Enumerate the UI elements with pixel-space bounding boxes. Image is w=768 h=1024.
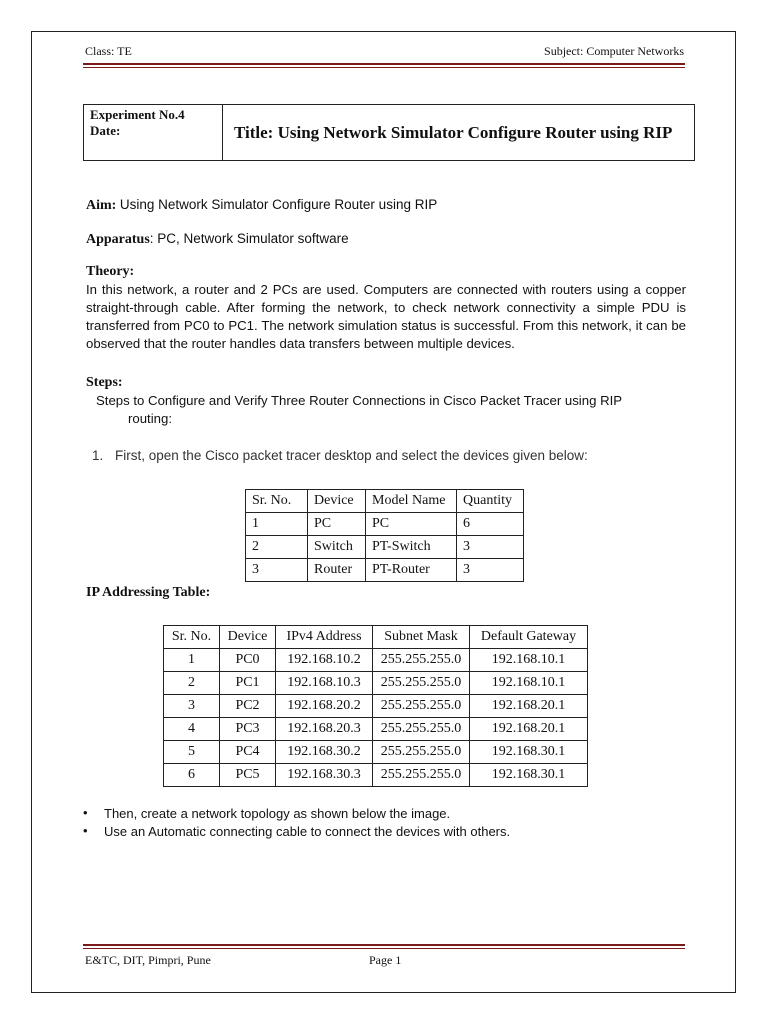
column-header: IPv4 Address: [276, 626, 373, 649]
table-cell: 3: [457, 559, 524, 582]
step-1-number: 1.: [92, 448, 104, 463]
table-row: [164, 649, 588, 672]
table-cell: Switch: [308, 536, 366, 559]
aim-label: Aim:: [86, 198, 117, 213]
footer-page-number: Page 1: [369, 953, 402, 967]
table-cell: 255.255.255.0: [373, 764, 470, 787]
table-row: [164, 718, 588, 741]
experiment-meta: [84, 105, 223, 160]
steps-heading: Steps:: [86, 375, 123, 390]
footer-institute: E&TC, DIT, Pimpri, Pune: [85, 953, 211, 967]
table-cell: PC: [308, 513, 366, 536]
aim-line: [86, 197, 686, 214]
column-header: Device: [220, 626, 276, 649]
table-cell: 255.255.255.0: [373, 741, 470, 764]
table-cell: 192.168.10.1: [470, 672, 588, 695]
table-header-row: [246, 490, 524, 513]
steps-intro: [96, 392, 696, 428]
ip-table-title: IP Addressing Table:: [86, 585, 211, 600]
column-header: Device: [308, 490, 366, 513]
apparatus-line: [86, 231, 686, 248]
table-row: [246, 536, 524, 559]
header-class: Class: TE: [85, 44, 132, 58]
table-cell: 2: [164, 672, 220, 695]
table-header-row: [164, 626, 588, 649]
list-item: • Use an Automatic connecting cable to connect the devices with others.: [83, 824, 510, 842]
apparatus-text: : PC, Network Simulator software: [149, 231, 349, 246]
table-cell: 192.168.10.3: [276, 672, 373, 695]
theory-text: In this network, a router and 2 PCs are used. Computers are connected with routers using a copper straight-through cable. After forming the network, to check network connectivity a simple PDU is transferred from PC0 to PC1. The network simulation status is successful. From this network, it can be observed that the router handles data transfers between multiple devices.: [86, 282, 686, 351]
table-cell: 192.168.10.2: [276, 649, 373, 672]
table-cell: 255.255.255.0: [373, 672, 470, 695]
step-1-text: First, open the Cisco packet tracer desktop and select the devices given below:: [115, 448, 588, 463]
column-header: Sr. No.: [164, 626, 220, 649]
table-cell: 192.168.20.1: [470, 695, 588, 718]
column-header: Quantity: [457, 490, 524, 513]
table-cell: 2: [246, 536, 308, 559]
table-cell: PC2: [220, 695, 276, 718]
column-header: Subnet Mask: [373, 626, 470, 649]
table-row: [164, 672, 588, 695]
experiment-date: Date:: [90, 123, 121, 138]
table-cell: PC4: [220, 741, 276, 764]
table-cell: PT-Router: [366, 559, 457, 582]
table-row: [164, 764, 588, 787]
table-cell: PC0: [220, 649, 276, 672]
table-cell: 3: [246, 559, 308, 582]
table-cell: PC5: [220, 764, 276, 787]
header-subject: Subject: Computer Networks: [544, 44, 684, 58]
experiment-box: [83, 104, 695, 161]
table-cell: 255.255.255.0: [373, 695, 470, 718]
list-item: • Then, create a network topology as shown below the image.: [83, 806, 510, 824]
table-cell: 192.168.20.3: [276, 718, 373, 741]
column-header: Default Gateway: [470, 626, 588, 649]
table-row: [246, 513, 524, 536]
column-header: Model Name: [366, 490, 457, 513]
apparatus-label: Apparatus: [86, 232, 150, 247]
table-cell: 1: [246, 513, 308, 536]
table-cell: 192.168.30.1: [470, 764, 588, 787]
ip-addressing-table: [163, 625, 588, 787]
table-cell: 6: [164, 764, 220, 787]
footer-rule-thin: [83, 948, 685, 949]
table-cell: 192.168.30.2: [276, 741, 373, 764]
aim-text: Using Network Simulator Configure Router using RIP: [119, 197, 438, 212]
table-row: [164, 741, 588, 764]
table-cell: 4: [164, 718, 220, 741]
bullet-list: [83, 806, 510, 842]
table-cell: 5: [164, 741, 220, 764]
table-cell: 6: [457, 513, 524, 536]
table-cell: 192.168.30.1: [470, 741, 588, 764]
table-row: [164, 695, 588, 718]
table-cell: 192.168.10.1: [470, 649, 588, 672]
steps-intro-line1: Steps to Configure and Verify Three Router Connections in Cisco Packet Tracer using RIP: [96, 393, 623, 408]
device-table: [245, 489, 524, 582]
column-header: Sr. No.: [246, 490, 308, 513]
table-cell: 3: [164, 695, 220, 718]
table-cell: PC: [366, 513, 457, 536]
table-cell: 1: [164, 649, 220, 672]
table-cell: Router: [308, 559, 366, 582]
experiment-title: Title: Using Network Simulator Configure Router using RIP: [234, 122, 673, 142]
table-cell: 255.255.255.0: [373, 718, 470, 741]
footer-rule: [83, 944, 685, 946]
table-cell: 255.255.255.0: [373, 649, 470, 672]
table-row: [246, 559, 524, 582]
experiment-number: Experiment No.4: [90, 107, 185, 122]
header-rule: [83, 63, 685, 65]
table-cell: 192.168.20.2: [276, 695, 373, 718]
step-1: [92, 448, 692, 463]
theory-heading: Theory:: [86, 264, 135, 279]
table-cell: PT-Switch: [366, 536, 457, 559]
table-cell: 3: [457, 536, 524, 559]
header-rule-thin: [83, 67, 685, 68]
table-cell: 192.168.20.1: [470, 718, 588, 741]
steps-intro-line2: routing:: [128, 411, 172, 426]
table-cell: 192.168.30.3: [276, 764, 373, 787]
table-cell: PC1: [220, 672, 276, 695]
table-cell: PC3: [220, 718, 276, 741]
